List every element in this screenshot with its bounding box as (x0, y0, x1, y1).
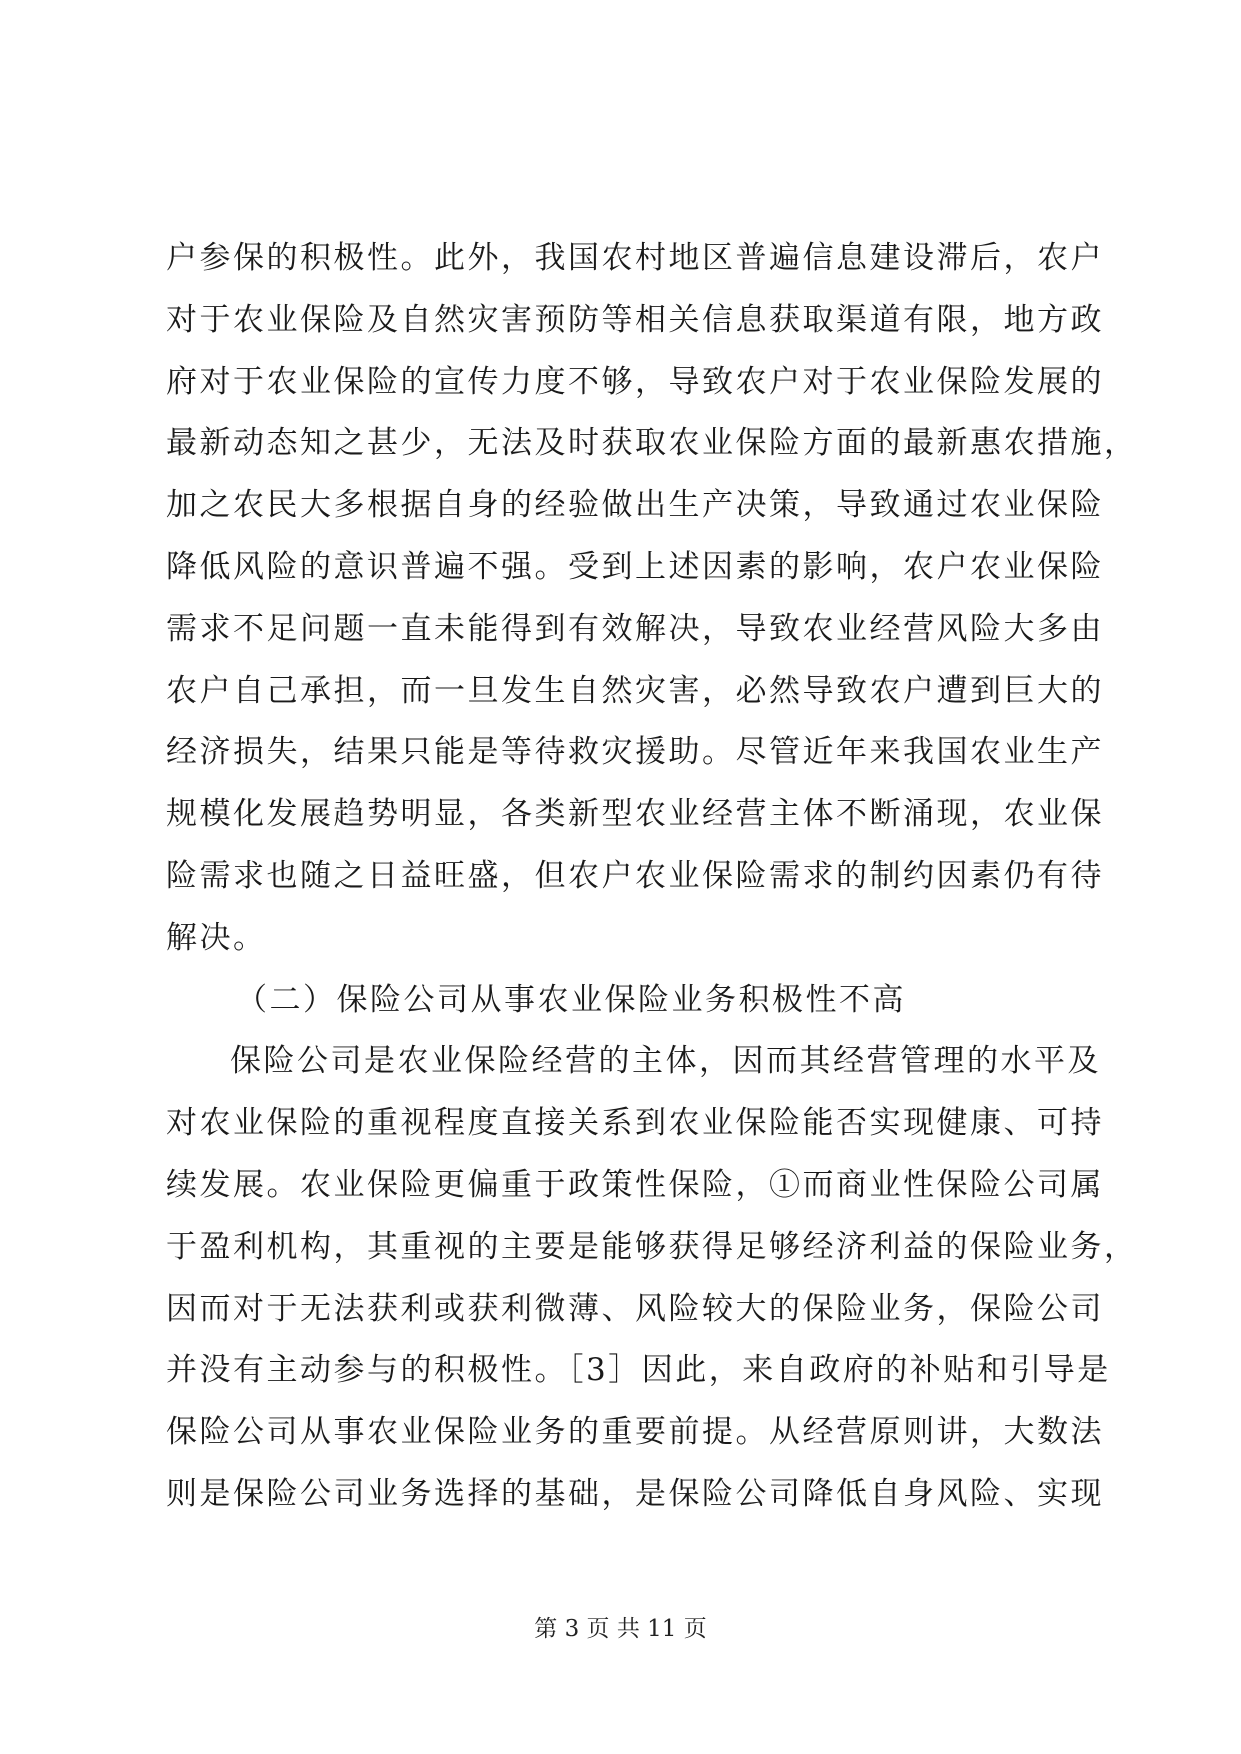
body-text (166, 228, 1138, 1526)
text-line: 最新动态知之甚少，无法及时获取农业保险方面的最新惠农措施， (166, 425, 1138, 462)
text-line: 于盈利机构，其重视的主要是能够获得足够经济利益的保险业务， (166, 1228, 1138, 1265)
section-heading: （二）保险公司从事农业保险业务积极性不高 (236, 981, 906, 1018)
text-line: 规模化发展趋势明显，各类新型农业经营主体不断涌现，农业保 (166, 796, 1104, 833)
text-line: 因而对于无法获利或获利微薄、风险较大的保险业务，保险公司 (166, 1290, 1104, 1327)
text-line: 需求不足问题一直未能得到有效解决，导致农业经营风险大多由 (166, 610, 1104, 647)
text-line: 解决。 (166, 919, 267, 956)
text-line: 加之农民大多根据自身的经验做出生产决策，导致通过农业保险 (166, 487, 1104, 524)
text-line: 并没有主动参与的积极性。［3］因此，来自政府的补贴和引导是 (166, 1352, 1111, 1389)
text-line: 险需求也随之日益旺盛，但农户农业保险需求的制约因素仍有待 (166, 857, 1104, 894)
text-line: 对于农业保险及自然灾害预防等相关信息获取渠道有限，地方政 (166, 301, 1104, 338)
text-line: 降低风险的意识普遍不强。受到上述因素的影响，农户农业保险 (166, 548, 1104, 585)
text-line: 农户自己承担，而一旦发生自然灾害，必然导致农户遭到巨大的 (166, 672, 1104, 709)
text-line: 对农业保险的重视程度直接关系到农业保险能否实现健康、可持 (166, 1105, 1104, 1142)
text-line: 保险公司从事农业保险业务的重要前提。从经营原则讲，大数法 (166, 1414, 1104, 1451)
text-line: 经济损失，结果只能是等待救灾援助。尽管近年来我国农业生产 (166, 734, 1104, 771)
text-line: 则是保险公司业务选择的基础，是保险公司降低自身风险、实现 (166, 1475, 1104, 1512)
text-line: 续发展。农业保险更偏重于政策性保险，①而商业性保险公司属 (166, 1166, 1104, 1203)
page-footer: 第 3 页 共 11 页 (534, 1616, 707, 1642)
text-line: 保险公司是农业保险经营的主体，因而其经营管理的水平及 (230, 1043, 1101, 1080)
text-line: 府对于农业保险的宣传力度不够，导致农户对于农业保险发展的 (166, 363, 1104, 400)
text-line: 户参保的积极性。此外，我国农村地区普遍信息建设滞后，农户 (166, 240, 1104, 276)
